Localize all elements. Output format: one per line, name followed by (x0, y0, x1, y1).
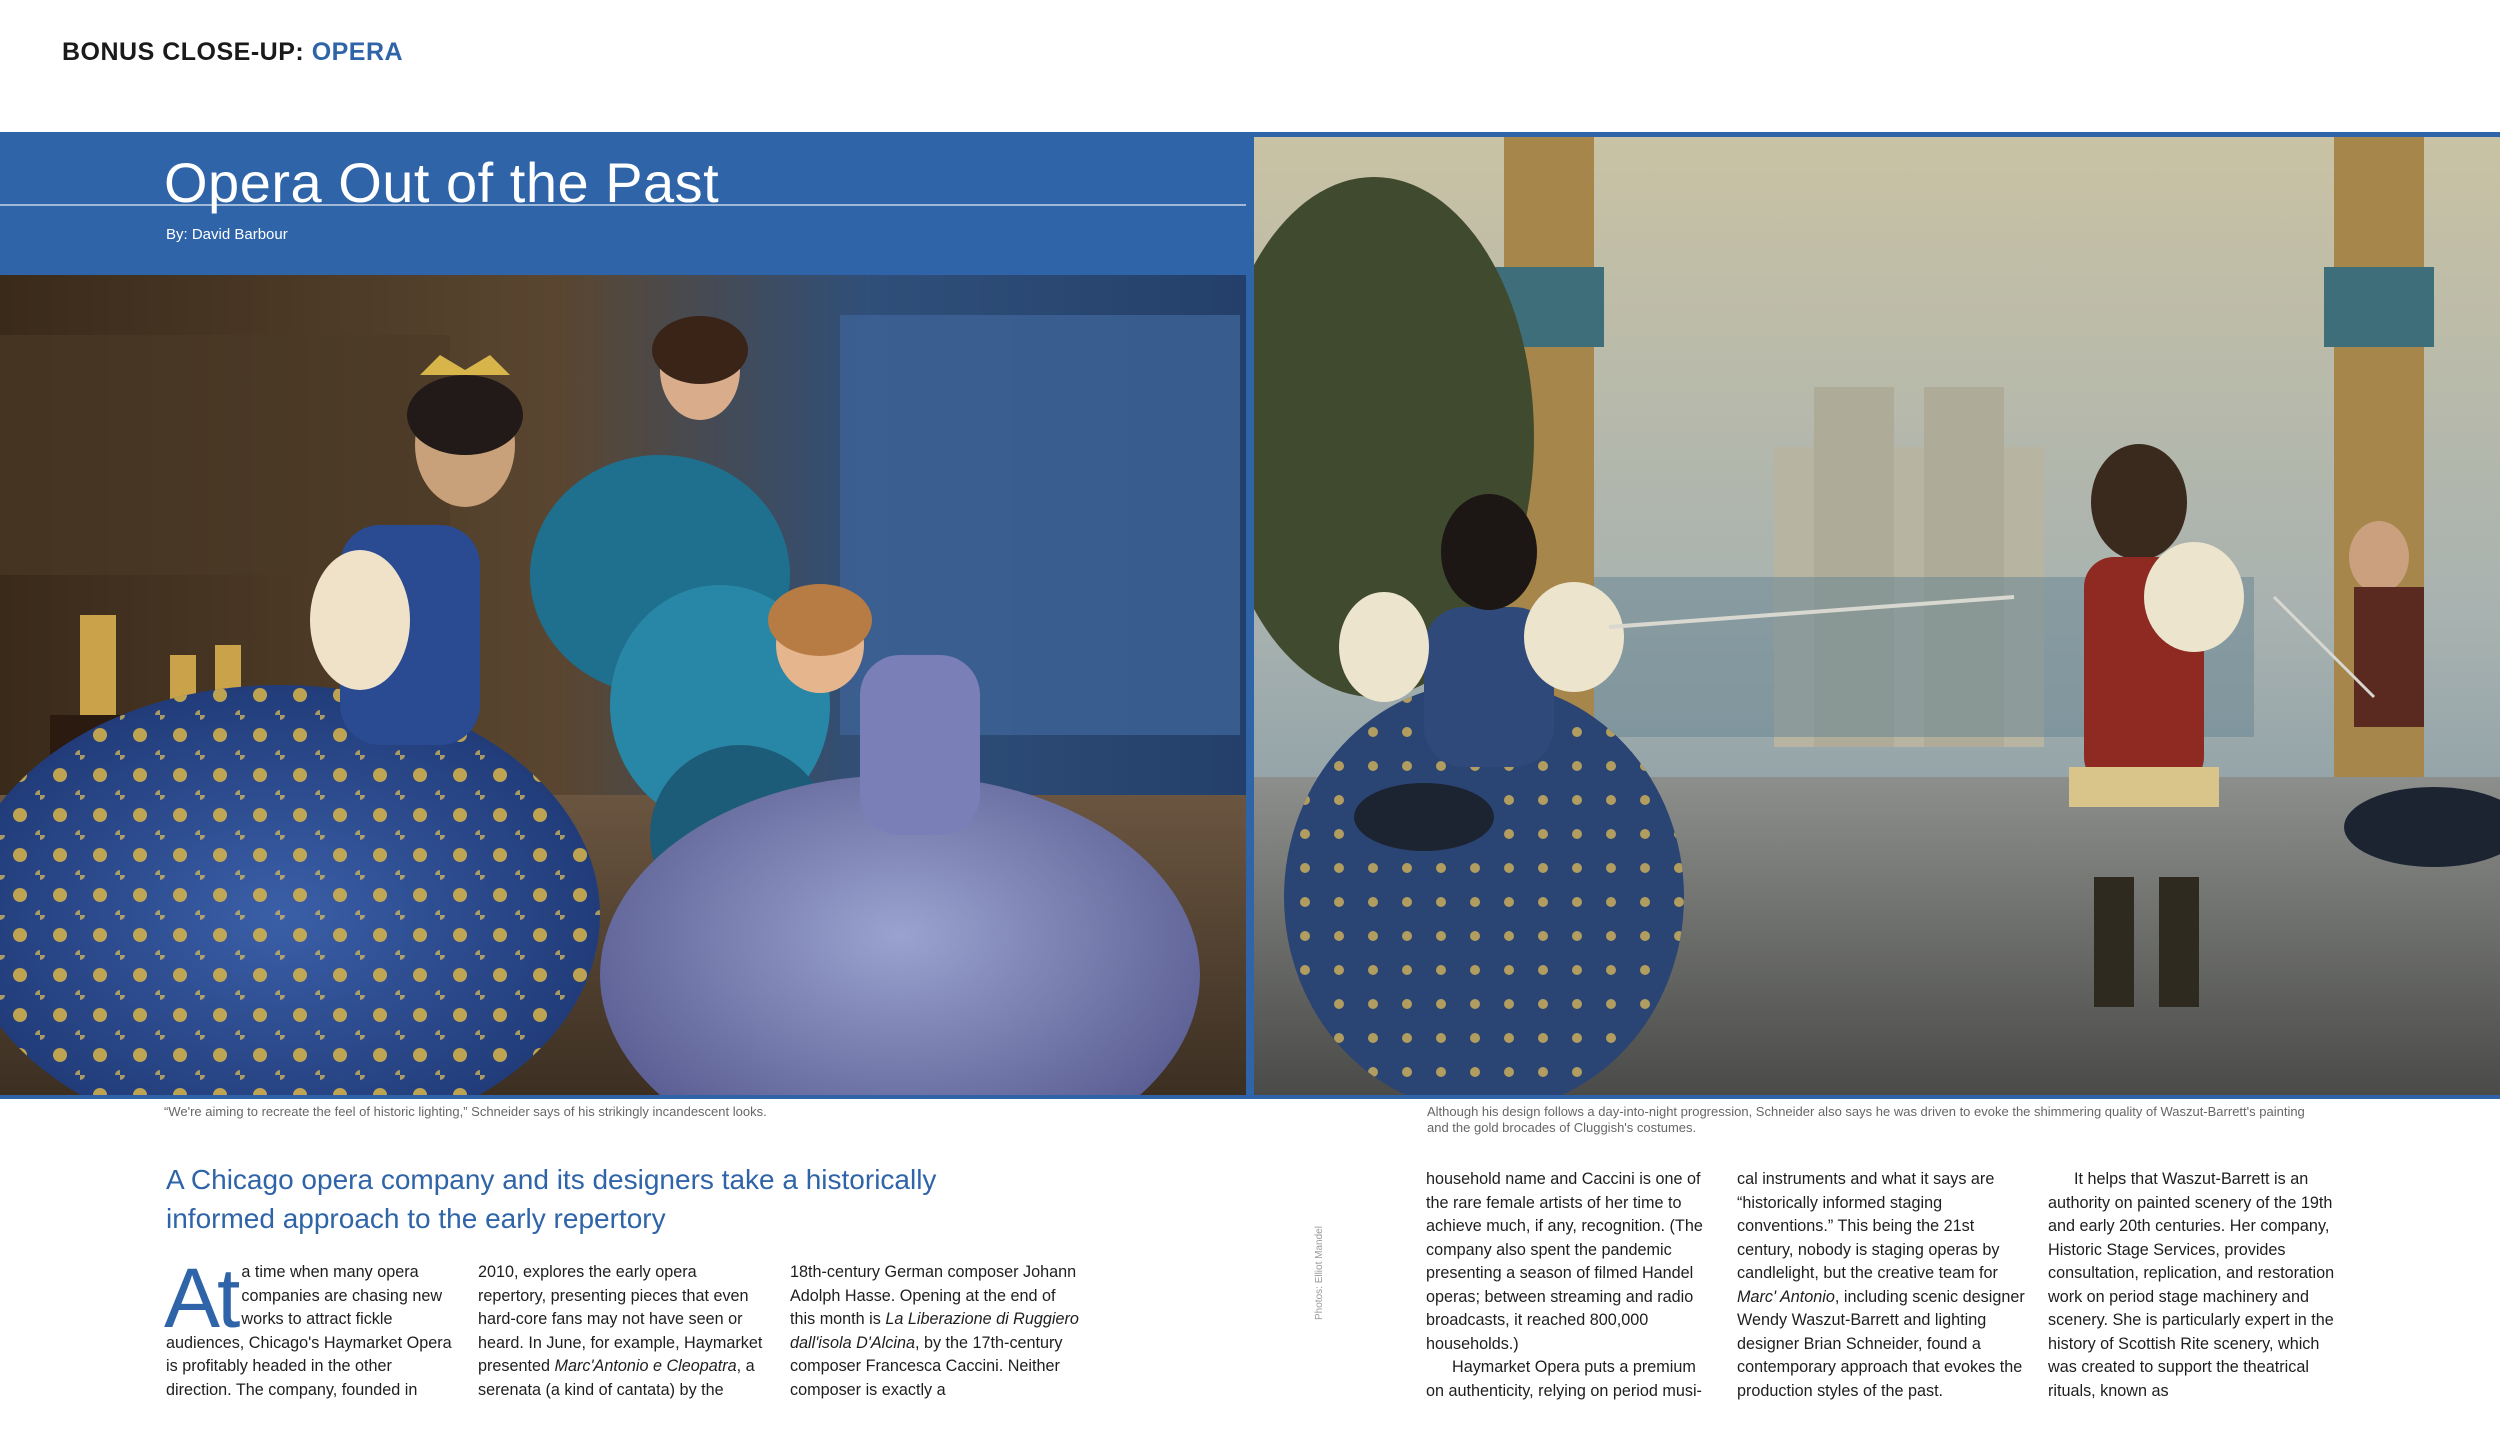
byline: By: David Barbour (166, 226, 288, 243)
body-column-6 (2048, 1168, 2338, 1403)
deck: A Chicago opera company and its designers take a historically informed approach to the early repertory (166, 1164, 937, 1234)
caption-left: “We're aiming to recreate the feel of historic lighting,” Schneider says of his strikingly incandescent looks. (164, 1104, 767, 1119)
photo-left (0, 275, 1246, 1095)
body-text: , a serenata (a kind of cantata) by the (478, 1357, 755, 1399)
body-paragraph: Haymarket Opera puts a premium on authenticity, relying on period musi- (1426, 1358, 1702, 1400)
body-text: 18th-century German composer Johann Adolph Hasse. Opening at the end of this month is (790, 1263, 1077, 1328)
body-text: 2010, explores the early opera repertory, presenting pieces that even hard-core fans may not have seen or heard. In June, for example, Haymarket presented (478, 1263, 763, 1375)
photo-bottom-rule (0, 1095, 2500, 1099)
body-paragraph: It helps that Waszut-Barrett is an authority on painted scenery of the 19th and early 20th centuries. Her company, Historic Stage Services, provides consultation, replication, and restoration work on period stage machinery and scenery. She is particularly expert in the history of Scottish Rite scenery, which was created to support the theatrical rituals, known as (2048, 1170, 2335, 1400)
body-column-3 (790, 1261, 1080, 1402)
photo-credit: Photos: Elliot Mandel (1314, 1226, 1325, 1320)
opera-title: La Liberazione di Ruggiero dall'isola D'Alcina (790, 1310, 1079, 1352)
body-text: , including scenic designer Wendy Waszut-Barrett and lighting designer Brian Schneider, found a contemporary approach that evokes the production styles of the past. (1737, 1287, 2025, 1400)
photo-right-image (1254, 137, 2500, 1095)
body-column-4 (1426, 1168, 1716, 1403)
photo-divider (1246, 137, 1254, 1095)
drop-cap: At (164, 1251, 238, 1345)
caption-right: Although his design follows a day-into-night progression, Schneider also says he was driven to evoke the shimmering quality of Waszut-Barrett's painting and the gold brocades of Cluggish's costumes. (1427, 1104, 2305, 1135)
photo-right (1254, 137, 2500, 1095)
running-head (62, 38, 403, 67)
photo-left-image (0, 275, 1246, 1095)
article-title: Opera Out of the Past (164, 151, 720, 214)
body-column-5 (1737, 1168, 2027, 1403)
body-text: cal instruments and what it says are “historically informed staging conventions.” This being the 21st century, nobody is staging operas by candlelight, but the creative team for (1737, 1170, 2000, 1282)
running-head-topic: OPERA (311, 38, 404, 66)
opera-title: Marc'Antonio e Cleopatra (554, 1357, 737, 1375)
opera-title: Marc' Antonio (1737, 1287, 1835, 1306)
body-column-2 (478, 1261, 768, 1402)
running-head-section: BONUS CLOSE-UP: (62, 38, 305, 66)
body-paragraph: household name and Caccini is one of the rare female artists of her time to achieve much, if any, recognition. (The company also spent the pandemic presenting a season of filmed Handel operas; between streaming and radio broadcasts, it reached 800,000 households.) (1426, 1170, 1703, 1353)
body-column-1 (164, 1251, 456, 1402)
body-text: , by the 17th-century composer Francesca Caccini. Neither composer is exactly a (790, 1333, 1063, 1399)
body-text: a time when many opera companies are chasing new works to attract fickle audiences, Chicago's Haymarket Opera is profitably headed in the other direction. The company, founded in (166, 1263, 452, 1399)
